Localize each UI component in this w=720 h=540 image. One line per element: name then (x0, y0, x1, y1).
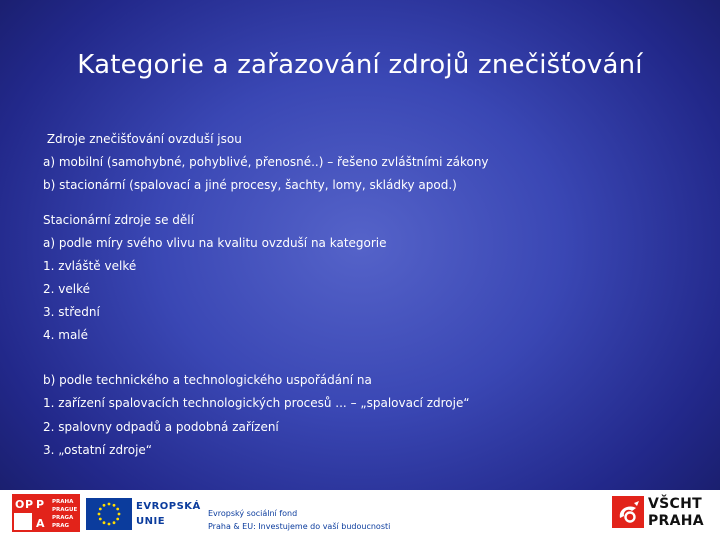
text-line: 2. velké (43, 282, 90, 297)
text-line: 1. zvláště velké (43, 258, 137, 273)
text-line: 1. zařízení spalovacích technologických procesů ... – „spalovací zdroje“ (43, 396, 470, 411)
eu-flag-icon (86, 498, 132, 530)
opp-letter: O (15, 498, 25, 511)
opp-letter: P (36, 498, 45, 511)
text-line: b) podle technického a technologického uspořádání na (43, 373, 372, 388)
esf-text (208, 507, 390, 533)
opp-letter: A (36, 517, 45, 530)
praha-line: PRAG (52, 523, 70, 529)
footer-logos (0, 490, 720, 540)
vscht-logo-text (648, 496, 704, 530)
opp-praha-logo (12, 494, 80, 532)
text-line: a) podle míry svého vlivu na kvalitu ovzduší na kategorie (43, 235, 387, 250)
eu-line1: EVROPSKÁ (136, 501, 201, 512)
text-line: 2. spalovny odpadů a podobná zařízení (43, 419, 279, 434)
text-line: b) stacionární (spalovací a jiné procesy, šachty, lomy, skládky apod.) (43, 178, 457, 193)
esf-line2: Praha & EU: Investujeme do vaší budoucnosti (208, 522, 391, 531)
text-line: 3. „ostatní zdroje“ (43, 442, 153, 457)
slide-title: Kategorie a zařazování zdrojů znečišťování (77, 50, 643, 80)
eu-line2: UNIE (136, 516, 166, 527)
vscht-line2: PRAHA (648, 513, 704, 529)
praha-line: PRAGUE (52, 507, 78, 513)
text-line: 4. malé (43, 328, 89, 343)
text-line: Stacionární zdroje se dělí (43, 212, 194, 227)
slide-body (43, 128, 683, 462)
opp-letter: P (25, 498, 34, 511)
vscht-line1: VŠCHT (648, 496, 702, 512)
text-line: a) mobilní (samohybné, pohyblivé, přenosné..) – řešeno zvláštními zákony (43, 155, 489, 170)
esf-line1: Evropský sociální fond (208, 509, 298, 518)
eu-logo-text (136, 499, 201, 529)
text-line: Zdroje znečišťování ovzduší jsou (43, 132, 242, 146)
praha-line: PRAGA (52, 515, 74, 521)
vscht-logo-icon (612, 496, 644, 528)
praha-line: PRAHA (52, 499, 74, 505)
text-line: 3. střední (43, 305, 100, 320)
